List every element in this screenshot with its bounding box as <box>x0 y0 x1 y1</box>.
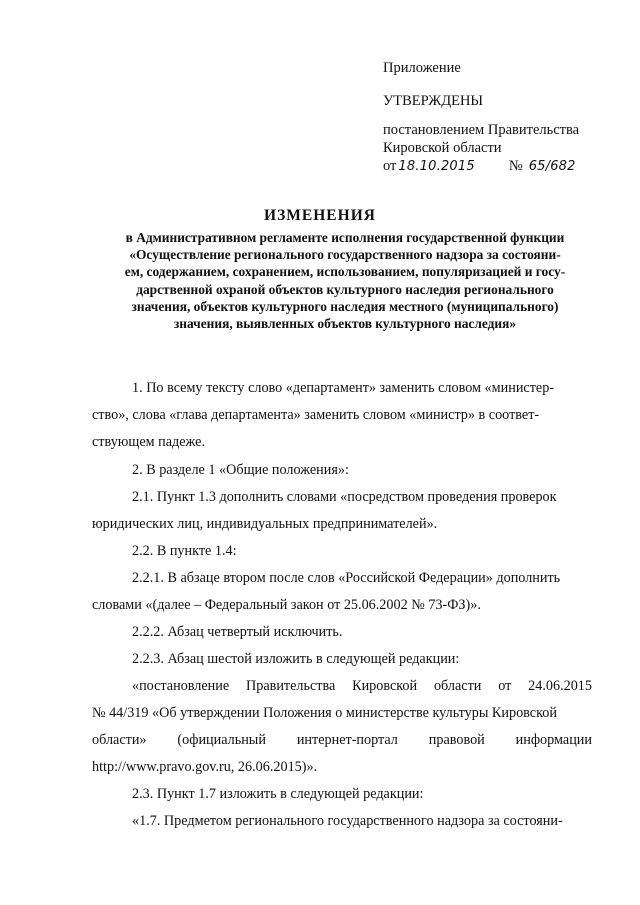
document-title: ИЗМЕНЕНИЯ <box>264 207 376 224</box>
subtitle-line: в Административном регламенте исполнения государственной функции <box>125 230 565 245</box>
paragraph-2-2-3: 2.2.3. Абзац шестой изложить в следующей редакции: <box>132 651 460 667</box>
number-prefix: № <box>508 158 523 174</box>
subtitle-line: «Осуществление регионального государственного надзора за состояни- <box>129 247 561 263</box>
paragraph-2-2-1-line: словами «(далее – Федеральный закон от 25.06.2002 № 73-ФЗ)». <box>92 597 481 613</box>
paragraph-1-7-line: «1.7. Предметом регионального государственного надзора за состояни- <box>132 813 563 829</box>
quoted-text-line: http://www.pravo.gov.ru, 26.06.2015)». <box>92 759 318 775</box>
issuer-line-1: постановлением Правительства <box>383 122 580 138</box>
issuer-line-2: Кировской области <box>383 140 502 156</box>
subtitle-line: значения, выявленных объектов культурного наследия» <box>173 316 517 332</box>
paragraph-2-1-line: 2.1. Пункт 1.3 дополнить словами «посредством проведения проверок <box>132 489 557 505</box>
subtitle-line: дарственной охраной объектов культурного наследия регионального <box>136 281 554 297</box>
quoted-text-line: области» (официальный интернет-портал правовой информации <box>92 732 592 748</box>
appendix-label: Приложение <box>383 60 461 76</box>
handwritten-date: 18.10.2015 <box>398 159 475 174</box>
paragraph-2: 2. В разделе 1 «Общие положения»: <box>132 462 349 478</box>
paragraph-2-3: 2.3. Пункт 1.7 изложить в следующей редакции: <box>132 786 424 802</box>
paragraph-1-line: ство», слова «глава департамента» заменить словом «министр» в соответ- <box>92 407 540 423</box>
document-subtitle <box>85 229 605 332</box>
paragraph-1-line: 1. По всему тексту слово «департамент» заменить словом «министер- <box>132 380 555 396</box>
paragraph-2-1-line: юридических лиц, индивидуальных предпринимателей». <box>92 516 438 532</box>
paragraph-2-2-2: 2.2.2. Абзац четвертый исключить. <box>132 624 343 640</box>
handwritten-number: 65/682 <box>528 159 576 174</box>
paragraph-1-line: ствующем падеже. <box>92 434 206 450</box>
quoted-text-line: № 44/319 «Об утверждении Положения о министерстве культуры Кировской <box>92 705 557 721</box>
date-prefix: от <box>383 158 397 174</box>
paragraph-2-2: 2.2. В пункте 1.4: <box>132 543 237 559</box>
subtitle-line: значения, объектов культурного наследия местного (муниципального) <box>131 298 559 314</box>
quoted-text-line: «постановление Правительства Кировской области от 24.06.2015 <box>132 678 592 694</box>
approved-label: УТВЕРЖДЕНЫ <box>383 93 484 109</box>
date-number-line <box>383 158 576 175</box>
paragraph-2-2-1-line: 2.2.1. В абзаце втором после слов «Российской Федерации» дополнить <box>132 570 561 586</box>
subtitle-line: ем, содержанием, сохранением, использованием, популяризацией и госу- <box>124 264 566 280</box>
